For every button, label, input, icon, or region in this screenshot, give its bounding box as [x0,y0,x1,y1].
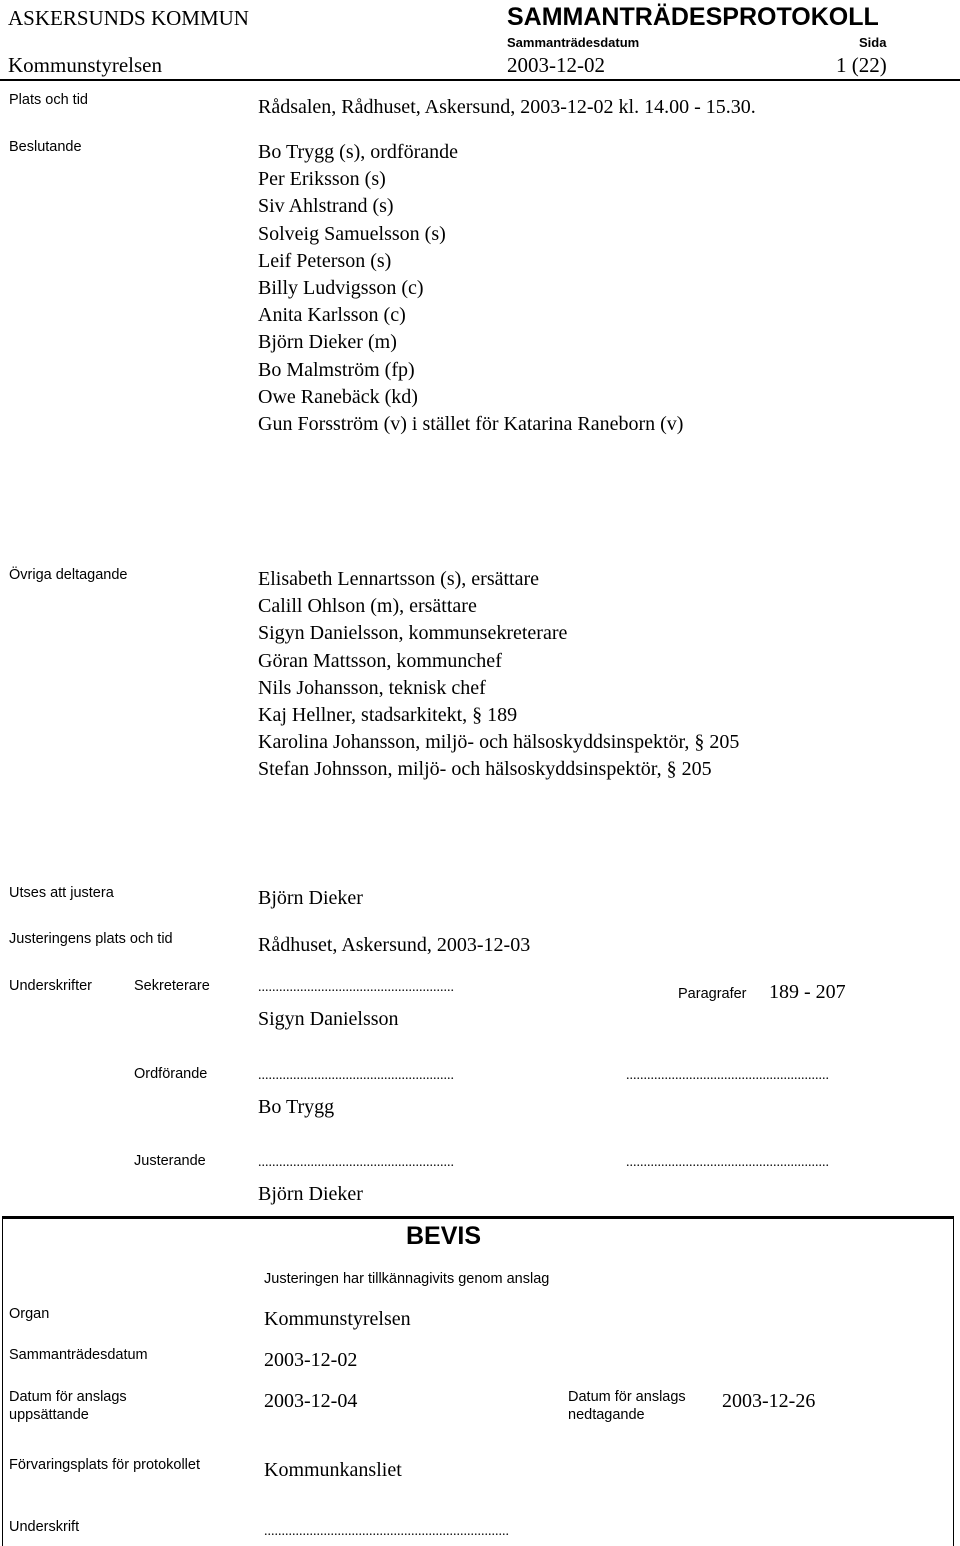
storage-value: Kommunkansliet [264,1459,402,1481]
meeting-date-label: Sammanträdesdatum [507,35,640,50]
list-item: Gun Forsström (v) i stället för Katarina Raneborn (v) [258,412,684,435]
bevis-date-value: 2003-12-02 [264,1349,358,1371]
organ-value: Kommunstyrelsen [264,1308,411,1330]
adjuster-signature-line: ........................................................ [258,1155,454,1170]
secretary-signature-line: ........................................................ [258,980,454,995]
adjuster-label: Justerande [134,1153,206,1169]
place-label: Plats och tid [9,92,88,108]
deciding-list [258,139,683,438]
list-item: Bo Malmström (fp) [258,358,415,381]
list-item: Per Eriksson (s) [258,168,386,191]
list-item: Elisabeth Lennartsson (s), ersättare [258,568,540,590]
paragraphs-label: Paragrafer [678,986,747,1002]
list-item: Nils Johansson, teknisk chef [258,676,486,699]
list-item: Billy Ludvigsson (c) [258,276,424,299]
others-list [258,566,739,784]
posted-label [9,1388,127,1424]
chair-signature-line: ........................................................ [258,1068,454,1083]
paragraphs-value: 189 - 207 [769,981,846,1003]
list-item: Göran Mattsson, kommunchef [258,649,502,672]
adjuster-name: Björn Dieker [258,1183,363,1205]
posted-value: 2003-12-04 [264,1390,358,1412]
list-item: Sigyn Danielsson, kommunsekreterare [258,622,568,645]
appointed-label: Utses att justera [9,885,114,901]
list-item: Stefan Johnsson, miljö- och hälsoskyddsinspektör, § 205 [258,758,712,781]
signature-line: ...................................................................... [264,1524,509,1539]
bevis-top-border [2,1216,954,1219]
removed-value: 2003-12-26 [722,1390,816,1412]
header-divider [0,79,960,81]
document-type: SAMMANTRÄDESPROTOKOLL [507,3,879,31]
list-item: Siv Ahlstrand (s) [258,195,394,218]
page-label: Sida [859,35,887,50]
chair-label: Ordförande [134,1066,208,1082]
list-item: Solveig Samuelsson (s) [258,222,446,245]
deciding-label: Beslutande [9,139,82,155]
appointed-value: Björn Dieker [258,887,363,909]
removed-label [568,1388,686,1424]
list-item: Karolina Johansson, miljö- och hälsoskyddsinspektör, § 205 [258,731,740,754]
signature-label: Underskrift [9,1519,80,1535]
list-item: Leif Peterson (s) [258,249,392,272]
municipality-name: ASKERSUNDS KOMMUN [8,6,249,30]
bevis-left-border [2,1216,3,1546]
chair-signature-line-2: .......................................................... [626,1068,829,1083]
storage-label: Förvaringsplats för protokollet [9,1457,200,1473]
list-item: Calill Ohlson (m), ersättare [258,595,477,618]
committee-name: Kommunstyrelsen [8,53,162,77]
chair-name: Bo Trygg [258,1096,335,1118]
list-item: Bo Trygg (s), ordförande [258,141,458,163]
bevis-title: BEVIS [406,1222,482,1250]
posted-label-line-2: uppsättande [9,1407,89,1423]
list-item: Björn Dieker (m) [258,331,397,354]
adjuster-signature-line-2: .......................................................... [626,1155,829,1170]
organ-label: Organ [9,1306,50,1322]
place-value: Rådsalen, Rådhuset, Askersund, 2003-12-02 kl. 14.00 - 15.30. [258,96,756,118]
adjust-place-label: Justeringens plats och tid [9,931,173,947]
others-label: Övriga deltagande [9,567,128,583]
signatures-label: Underskrifter [9,978,92,994]
bevis-notice: Justeringen har tillkännagivits genom anslag [264,1271,550,1287]
secretary-label: Sekreterare [134,978,210,994]
page-number: 1 (22) [836,53,887,77]
removed-label-line-1: Datum för anslags [568,1389,686,1405]
bevis-date-label: Sammanträdesdatum [9,1347,148,1363]
secretary-name: Sigyn Danielsson [258,1008,399,1030]
removed-label-line-2: nedtagande [568,1407,645,1423]
bevis-right-border [953,1216,954,1546]
list-item: Anita Karlsson (c) [258,304,406,327]
posted-label-line-1: Datum för anslags [9,1389,127,1405]
adjust-place-value: Rådhuset, Askersund, 2003-12-03 [258,934,531,956]
meeting-date: 2003-12-02 [507,53,605,77]
list-item: Kaj Hellner, stadsarkitekt, § 189 [258,703,518,726]
list-item: Owe Ranebäck (kd) [258,385,418,408]
